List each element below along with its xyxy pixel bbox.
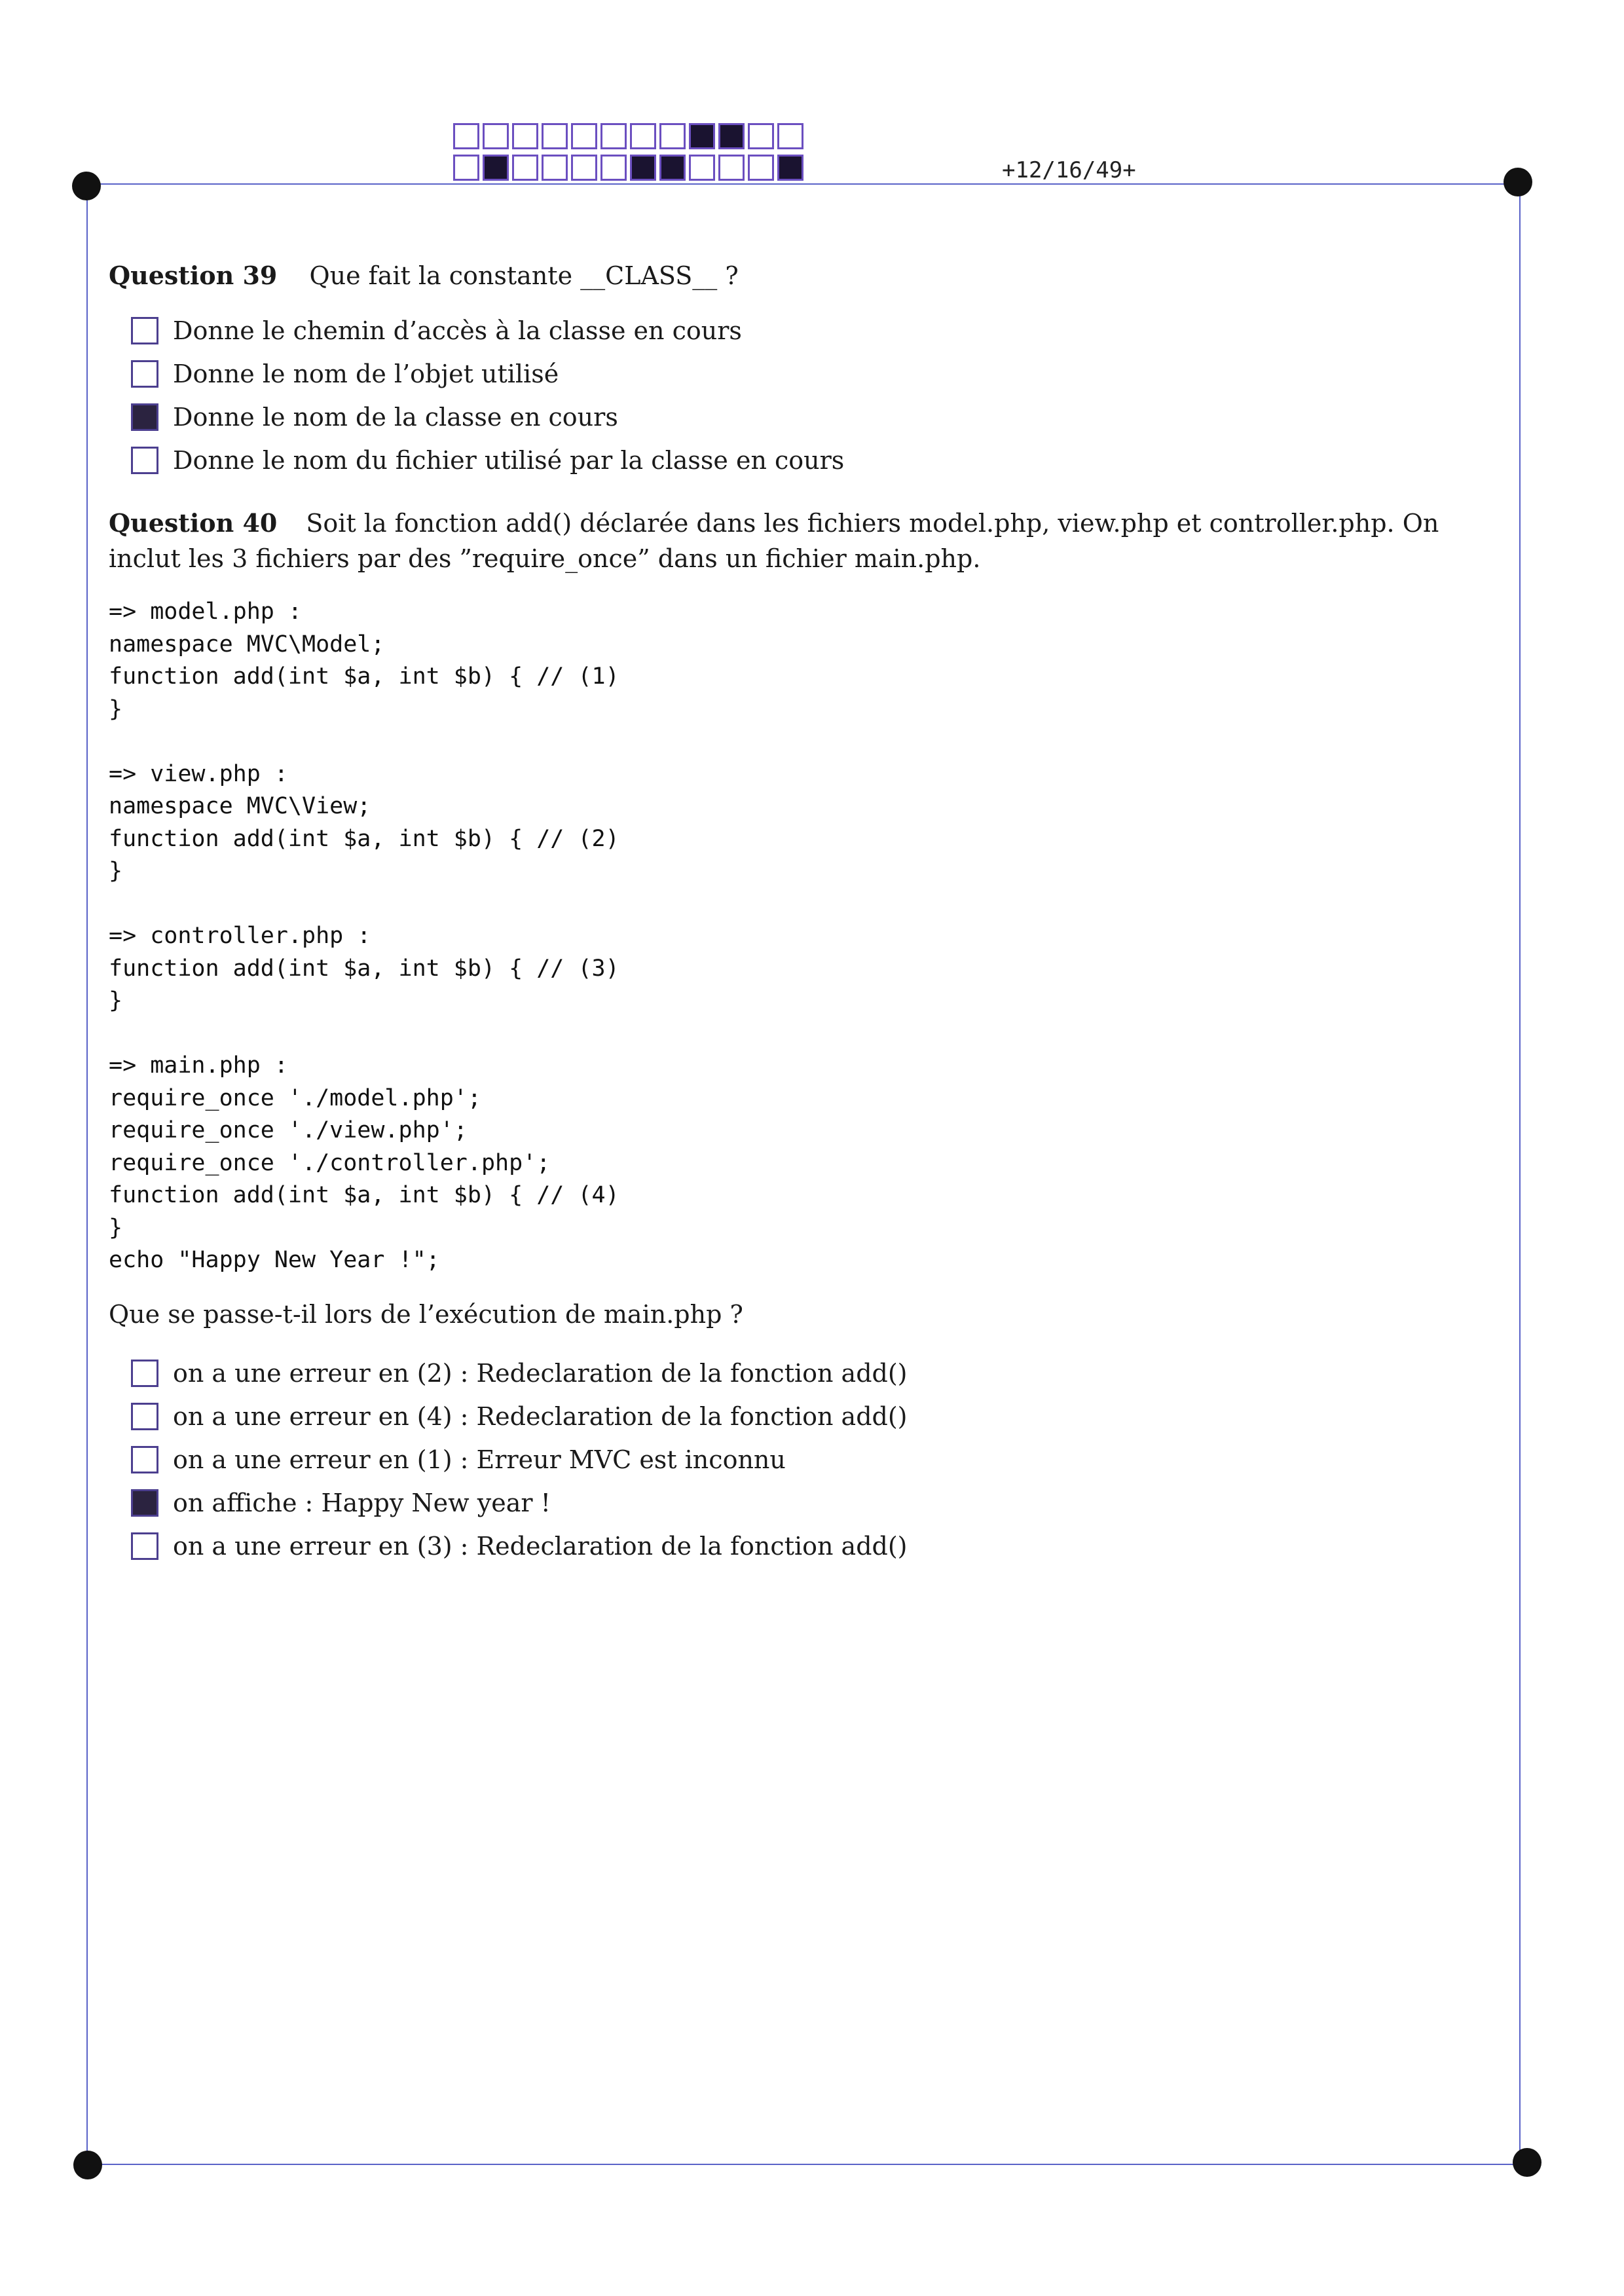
page-code: +12/16/49+ bbox=[1002, 157, 1136, 183]
answer-option bbox=[131, 1352, 908, 1395]
checkbox-checked[interactable] bbox=[131, 403, 158, 431]
checkbox-empty[interactable] bbox=[131, 360, 158, 388]
answer-text: on affiche : Happy New year ! bbox=[173, 1489, 551, 1517]
answer-text: on a une erreur en (3) : Redeclaration de la fonction add() bbox=[173, 1532, 908, 1561]
barcode-cell bbox=[630, 155, 656, 181]
checkbox-empty[interactable] bbox=[131, 1446, 158, 1473]
question-40-label: Question 40 bbox=[109, 508, 278, 538]
question-40-answers bbox=[131, 1352, 908, 1568]
question-39-text: Que fait la constante __CLASS__ ? bbox=[309, 261, 739, 290]
barcode-cell bbox=[718, 123, 745, 149]
corner-mark-bottom-right bbox=[1513, 2148, 1541, 2177]
question-39-label: Question 39 bbox=[109, 261, 278, 290]
barcode-cell bbox=[659, 123, 686, 149]
answer-option bbox=[131, 1395, 908, 1438]
barcode-cell bbox=[630, 123, 656, 149]
answer-option bbox=[131, 1525, 908, 1568]
barcode-cell bbox=[718, 155, 745, 181]
barcode-cell bbox=[483, 155, 509, 181]
barcode-cell bbox=[600, 155, 627, 181]
checkbox-empty[interactable] bbox=[131, 447, 158, 474]
answer-text: Donne le nom du fichier utilisé par la classe en cours bbox=[173, 446, 845, 475]
checkbox-empty[interactable] bbox=[131, 1532, 158, 1560]
barcode-row-bottom bbox=[453, 155, 807, 182]
barcode-row-top bbox=[453, 123, 807, 151]
corner-mark-bottom-left bbox=[73, 2151, 102, 2179]
question-40-text: Soit la fonction add() déclarée dans les fichiers model.php, view.php et controller.php. On inclut les 3 fichiers par des ”require_once” dans un fichier main.php. bbox=[109, 509, 1439, 573]
corner-mark-top-left bbox=[72, 172, 101, 200]
answer-text: on a une erreur en (4) : Redeclaration de la fonction add() bbox=[173, 1402, 908, 1431]
answer-option bbox=[131, 1481, 908, 1525]
answer-option bbox=[131, 1438, 908, 1481]
checkbox-empty[interactable] bbox=[131, 1360, 158, 1387]
barcode-cell bbox=[777, 155, 803, 181]
answer-text: Donne le chemin d’accès à la classe en cours bbox=[173, 316, 742, 345]
answer-option bbox=[131, 309, 844, 352]
answer-text: on a une erreur en (2) : Redeclaration de la fonction add() bbox=[173, 1359, 908, 1388]
frame-bottom bbox=[88, 2164, 1527, 2165]
barcode-cell bbox=[512, 155, 538, 181]
barcode-cell bbox=[542, 155, 568, 181]
barcode-cell bbox=[689, 123, 715, 149]
barcode-cell bbox=[659, 155, 686, 181]
code-block: => model.php : namespace MVC\Model; function add(int $a, int $b) { // (1) } => view.php : namespace MVC\View; function add(int $a, int $b) { // (2) } => controller.php : function add(int $a, int $b) { // (3) } => main.php : require_once './model.php'; require_once './view.php'; require_once './controller.php'; function add(int $a, int $b) { // (4) } echo "Happy New Year !"; bbox=[109, 599, 619, 1273]
answer-text: Donne le nom de la classe en cours bbox=[173, 403, 618, 432]
question-39-heading bbox=[109, 261, 739, 290]
answer-text: Donne le nom de l’objet utilisé bbox=[173, 360, 559, 388]
barcode-cell bbox=[689, 155, 715, 181]
question-39-answers bbox=[131, 309, 844, 482]
barcode-cell bbox=[777, 123, 803, 149]
frame-right bbox=[1519, 185, 1521, 2164]
answer-option bbox=[131, 396, 844, 439]
barcode-cell bbox=[571, 155, 597, 181]
barcode-cell bbox=[512, 123, 538, 149]
barcode-cell bbox=[600, 123, 627, 149]
answer-text: on a une erreur en (1) : Erreur MVC est inconnu bbox=[173, 1445, 786, 1474]
question-40-followup: Que se passe-t-il lors de l’exécution de main.php ? bbox=[109, 1300, 743, 1329]
barcode-cell bbox=[453, 123, 479, 149]
question-40-heading bbox=[109, 506, 1504, 576]
barcode-cell bbox=[542, 123, 568, 149]
checkbox-empty[interactable] bbox=[131, 317, 158, 344]
answer-option bbox=[131, 352, 844, 396]
frame-top bbox=[85, 183, 1519, 185]
corner-mark-top-right bbox=[1504, 168, 1532, 196]
barcode-cell bbox=[748, 123, 774, 149]
barcode-cell bbox=[571, 123, 597, 149]
answer-option bbox=[131, 439, 844, 482]
checkbox-checked[interactable] bbox=[131, 1489, 158, 1517]
checkbox-empty[interactable] bbox=[131, 1403, 158, 1430]
barcode-cell bbox=[453, 155, 479, 181]
frame-left bbox=[86, 185, 88, 2164]
barcode-cell bbox=[483, 123, 509, 149]
barcode-cell bbox=[748, 155, 774, 181]
